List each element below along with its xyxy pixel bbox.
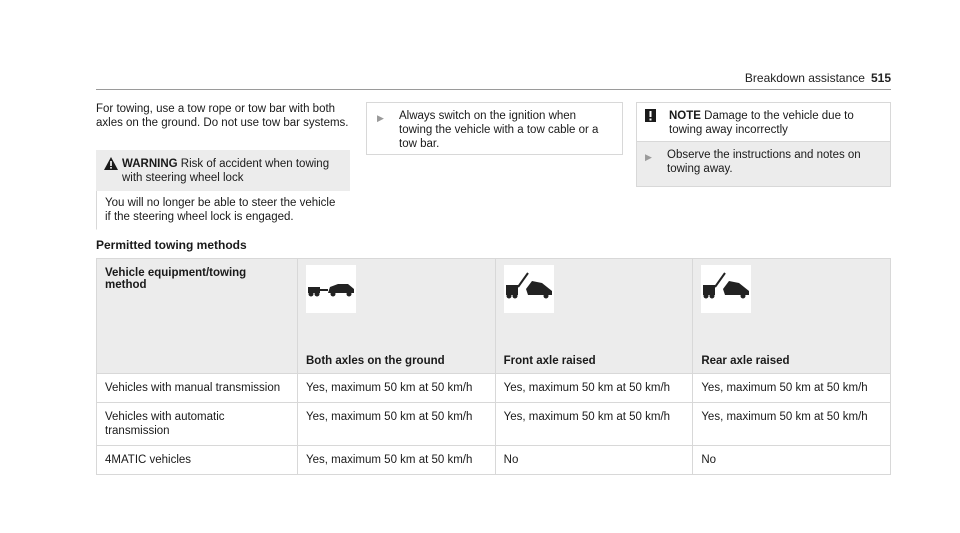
warning-title: Risk of accident when towing with steering wheel lock [122,158,330,184]
header-front-axle [495,259,693,374]
intro-paragraph: For towing, use a tow rope or tow bar with both axles on the ground. Do not use tow bar systems. [96,103,349,129]
table-row [97,374,891,403]
table-row [97,403,891,446]
section-title-header: Breakdown assistance [744,71,865,85]
cell-equipment: 4MATIC vehicles [97,446,298,475]
note-step [636,141,891,187]
cell-both-axles: Yes, maximum 50 km at 50 km/h [298,403,496,446]
tow-front-axle-raised-icon [504,265,554,313]
cell-equipment: Vehicles with automatic transmission [97,403,298,446]
cell-both-axles: Yes, maximum 50 km at 50 km/h [298,446,496,475]
page-number: 515 [870,71,891,85]
table-header-row [97,259,891,374]
cell-front-axle: Yes, maximum 50 km at 50 km/h [495,403,693,446]
cell-both-axles: Yes, maximum 50 km at 50 km/h [298,374,496,403]
note-title: Damage to the vehicle due to towing away incorrectly [669,110,854,136]
step-arrow-icon: ▶ [377,113,384,123]
towing-methods-table [96,258,891,475]
cell-equipment: Vehicles with manual transmission [97,374,298,403]
header-both-axles-label: Both axles on the ground [306,355,445,367]
table-title: Permitted towing methods [96,238,247,252]
step-arrow-icon: ▶ [645,152,652,162]
tow-both-axles-ground-icon [306,265,356,313]
warning-header [96,150,350,191]
instruction-text: Always switch on the ignition when towing the vehicle with a tow cable or a tow bar. [399,110,599,150]
cell-rear-axle: Yes, maximum 50 km at 50 km/h [693,374,891,403]
tow-rear-axle-raised-icon [701,265,751,313]
note-label: NOTE [669,110,701,122]
instruction-box [366,102,623,155]
cell-rear-axle: Yes, maximum 50 km at 50 km/h [693,403,891,446]
header-both-axles [298,259,496,374]
header-rear-axle [693,259,891,374]
table-row [97,446,891,475]
warning-triangle-icon [104,157,122,185]
cell-front-axle: No [495,446,693,475]
header-divider [96,89,891,90]
cell-front-axle: Yes, maximum 50 km at 50 km/h [495,374,693,403]
header-equipment: Vehicle equipment/towing method [97,259,298,374]
warning-box [96,150,350,230]
header-rear-axle-label: Rear axle raised [701,355,790,367]
page-header [745,71,891,85]
warning-label: WARNING [122,158,178,170]
note-box [636,102,891,187]
cell-rear-axle: No [693,446,891,475]
warning-body: You will no longer be able to steer the vehicle if the steering wheel lock is engaged. [96,191,350,230]
header-front-axle-label: Front axle raised [503,355,596,367]
note-exclamation-icon [645,109,669,137]
note-step-text: Observe the instructions and notes on towing away. [667,149,861,175]
note-header [636,102,891,141]
